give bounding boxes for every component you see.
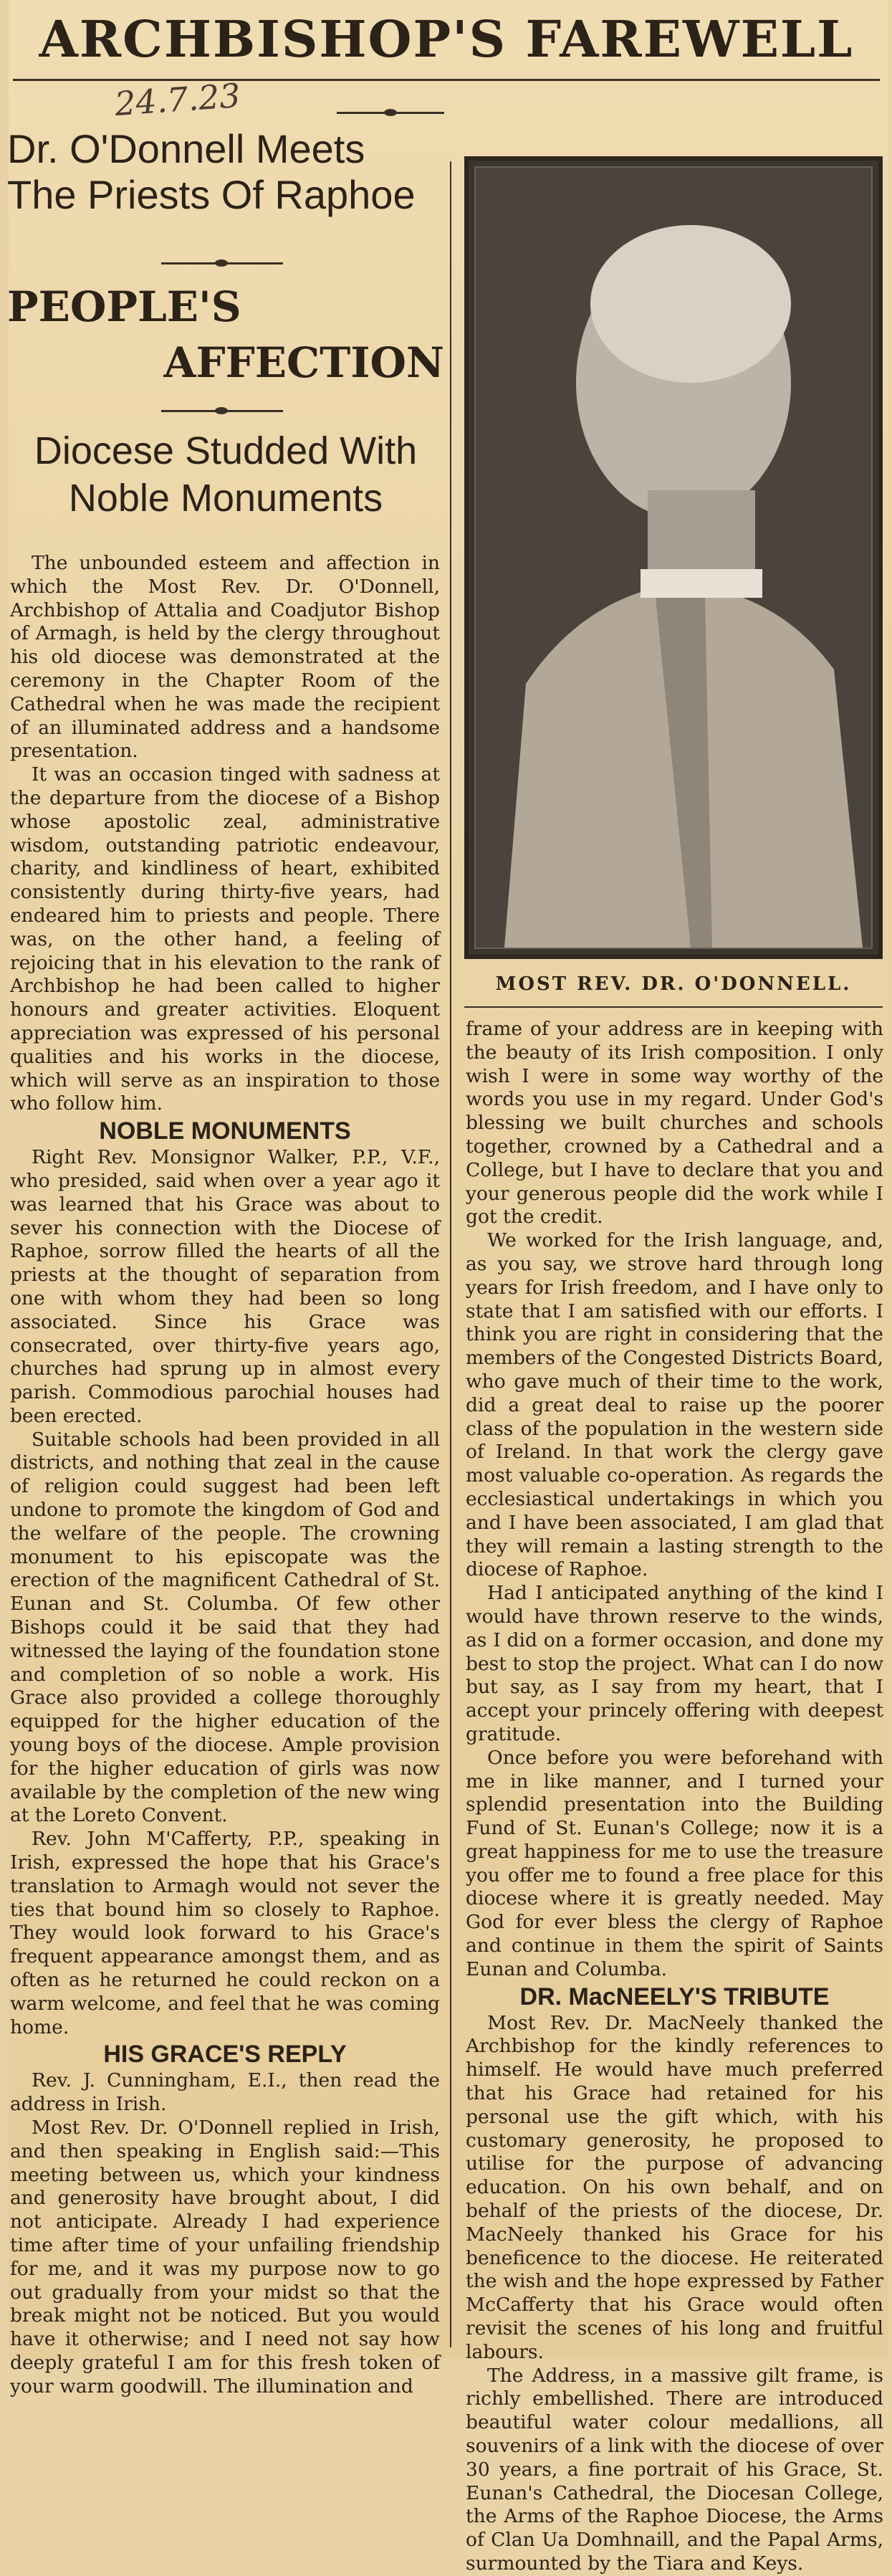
headline-people: PEOPLE'S [7, 282, 241, 331]
paragraph: Right Rev. Monsignor Walker, P.P., V.F., who presided, said when over a year ago it was learned that his Grace was about to sever his connection with the Diocese of Raphoe, sorrow filled the hearts of all the priests at the thought of separation from one with whom they had been so long associated. Since his Grace was consecrated, over thirty-five years ago, churches had sprung up in almost every parish. Commodious parochial houses had been erected. [10, 1146, 440, 1427]
headline-diocese: Diocese Studded With Noble Monuments [34, 429, 418, 520]
paragraph: Suitable schools had been provided in all districts, and nothing that zeal in the cause of religion could suggest had been left undone to promote the kingdom of God and the welfare of the people. The crowning monument to his episcopate was the erection of the magnificent Cathedral of St. Eunan and St. Columba. Of few other Bishops could it be said that they had witnessed the laying of the foundation stone and completion of so noble a work. His Grace also provided a college thoroughly equipped for the higher education of the young boys of the diocese. Ample provision for the higher education of girls was now available by the completion of the new wing at the Loreto Convent. [10, 1428, 440, 1827]
paragraph: The Address, in a massive gilt frame, is richly embellished. There are introduced beautiful water colour medallions, all souvenirs of a link with the diocese of over 30 years, a fine portrait of his Grace, St. Eunan's Cathedral, the Diocesan College, the Arms of the Raphoe Diocese, the Arms of Clan Ua Domhnaill, and the Papal Arms, surmounted by the Tiara and Keys. [466, 2364, 883, 2575]
portrait-illustration [476, 168, 871, 948]
handwritten-date: 24.7.23 [113, 75, 242, 124]
paragraph: frame of your address are in keeping with the beauty of its Irish composition. I only wish I were in some way worthy of the words you use in my regard. Under God's blessing we built churches and schools together, crowned by a Cathedral and a College, but I have to declare that you and your generous people did the work while I got the credit. [466, 1018, 883, 1229]
paragraph: Most Rev. Dr. MacNeely thanked the Archbishop for the kindly references to himself. He would have much preferred that his Grace had retained for his personal use the gift which, with his customary generosity, he proposed to utilise for the purpose of advancing education. On his own behalf, and on behalf of the priests of the diocese, Dr. MacNeely thanked his Grace for his beneficence to the diocese. He reiterated the wish and the hope expressed by Father McCafferty that his Grace would often revisit the scenes of his long and fruitful labours. [466, 2011, 883, 2363]
divider-ornament [384, 109, 397, 116]
subheading-macneely-tribute: DR. MacNEELY'S TRIBUTE [519, 1983, 830, 2010]
paragraph: Most Rev. Dr. O'Donnell replied in Irish, and then speaking in English said:—This meeting between us, which your kindness and generosity have brought about, I did not anticipate. Already I had experience time after time of your unfailing friendship for me, and it was my purpose now to go out gradually from your midst so that the break might not be noticed. But you would have it otherwise; and I need not say how deeply grateful I am for this fresh token of your warm goodwill. The illumination and [10, 2117, 440, 2398]
headline-affection: AFFECTION [163, 338, 444, 387]
article-right-column [466, 1018, 883, 2576]
masthead-rule [13, 79, 880, 81]
subheading-noble-monuments: NOBLE MONUMENTS [99, 1117, 351, 1145]
headline-main: Dr. O'Donnell Meets The Priests Of Raphoe [7, 126, 416, 217]
divider-ornament [215, 407, 228, 414]
paragraph: Rev. J. Cunningham, E.I., then read the address in Irish. [10, 2069, 440, 2116]
subheading-graces-reply: HIS GRACE'S REPLY [103, 2041, 347, 2069]
portrait-image [474, 166, 873, 949]
paragraph: It was an occasion tinged with sadness at the departure from the diocese of a Bishop whose apostolic zeal, administrative wisdom, outstanding patriotic endeavour, charity, and kindliness of heart, exhibited consistently during thirty-five years, had endeared him to priests and people. There was, on the other hand, a feeling of rejoicing that in his elevation to the rank of Archbishop he had been called to higher honours and greater activities. Eloquent appreciation was expressed of his personal qualities and his works in the diocese, which will serve as an inspiration to those who follow him. [10, 763, 440, 1115]
photo-caption: MOST REV. DR. O'DONNELL. [495, 973, 852, 995]
article-left-column [10, 552, 440, 2399]
paragraph: Once before you were beforehand with me in like manner, and I turned your splendid presentation into the Building Fund of St. Eunan's College; now it is a great happiness for me to use the treasure you offer me to found a free place for this diocese where it is greatly needed. May God for ever bless the clergy of Raphoe and continue in them the spirit of Saints Eunan and Columba. [466, 1746, 883, 1980]
divider-ornament [215, 259, 228, 267]
portrait-photo [464, 156, 883, 959]
paragraph: Rev. John M'Cafferty, P.P., speaking in Irish, expressed the hope that his Grace's translation to Armagh would not sever the ties that bound him so closely to Raphoe. They would look forward to his Grace's frequent appearance amongst them, and as often as he returned he could reckon on a warm welcome, and feel that he was coming home. [10, 1828, 440, 2038]
paragraph: Had I anticipated anything of the kind I would have thrown reserve to the winds, as I did on a former occasion, and done my best to stop the project. What can I do now but say, as I say from my heart, that I accept your princely offering with deepest gratitude. [466, 1582, 883, 1745]
masthead: ARCHBISHOP'S FAREWELL [39, 9, 854, 69]
column-rule [450, 161, 451, 2347]
caption-rule [464, 1006, 883, 1008]
paragraph: We worked for the Irish language, and, as you say, we strove hard through long years for Irish freedom, and I have only to state that I am satisfied with our efforts. I think you are right in considering that the members of the Congested Districts Board, who gave much of their time to the work, did a great deal to raise up the poorer class of the population in the western side of Ireland. In that work the clergy gave most valuable co-operation. As regards the ecclesiastical undertakings in which you and I have been associated, I am glad that they will remain a lasting strength to the diocese of Raphoe. [466, 1229, 883, 1581]
paragraph: The unbounded esteem and affection in which the Most Rev. Dr. O'Donnell, Archbishop of Attalia and Coadjutor Bishop of Armagh, is held by the clergy throughout his old diocese was demonstrated at the ceremony in the Chapter Room of the Cathedral when he was made the recipient of an illuminated address and a handsome presentation. [10, 552, 440, 763]
